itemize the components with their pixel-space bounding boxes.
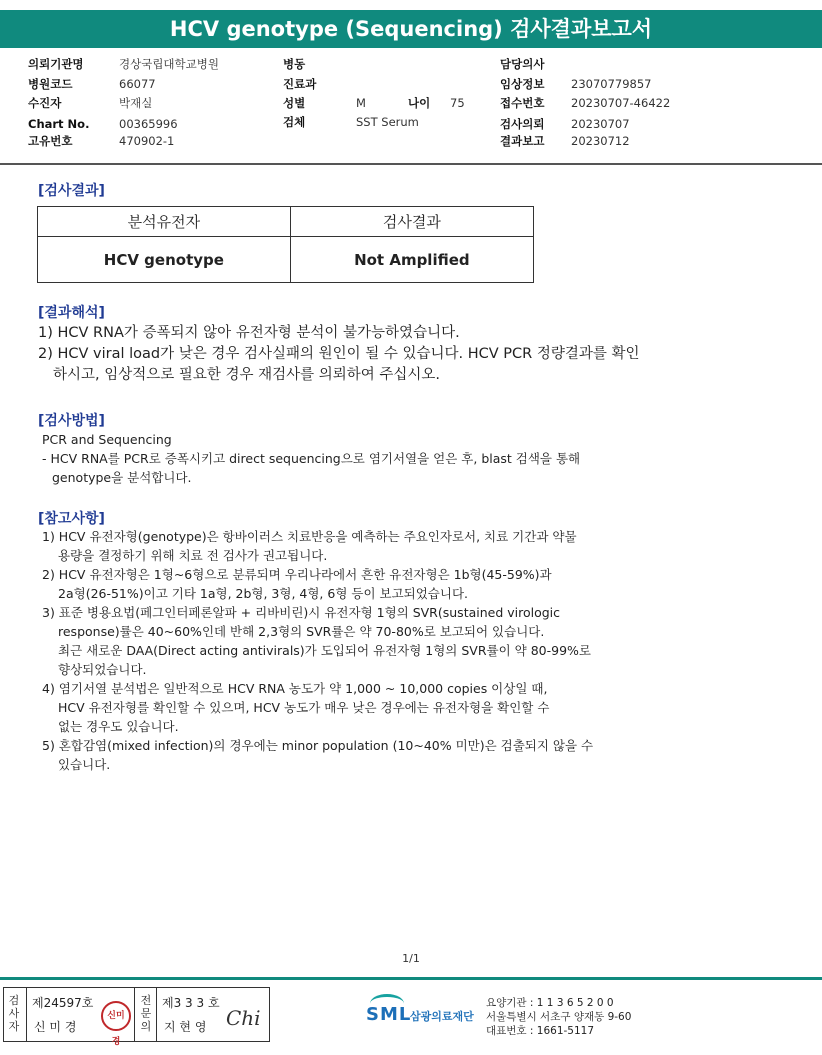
hospcode-value: 66077 [119, 77, 156, 91]
result-cell: Not Amplified [290, 237, 533, 283]
reference-text [42, 527, 593, 774]
footer-divider [0, 977, 822, 980]
reference-line: 5) 혼합감염(mixed infection)의 경우에는 minor population (10~40% 미만)은 검출되지 않을 수 [42, 738, 594, 753]
chart-value: 00365996 [119, 117, 178, 131]
patient-info-block [28, 55, 808, 151]
report-title: HCV genotype (Sequencing) 검사결과보고서 [0, 10, 822, 48]
sex-value: M [356, 96, 366, 110]
report-date-value: 20230712 [571, 134, 630, 148]
method-line: genotype을 분석합니다. [52, 470, 192, 485]
reference-line: 용량을 결정하기 위해 치료 전 검사가 권고됩니다. [58, 548, 328, 563]
receipt-value: 20230707-46422 [571, 96, 671, 110]
specimen-label: 검체 [283, 115, 306, 129]
uid-label: 고유번호 [28, 134, 73, 148]
reference-line: 최근 새로운 DAA(Direct acting antivirals)가 도입되어 유전자형 1형의 SVR률이 약 80-99%로 [58, 643, 591, 658]
tester-license-no: 제24597호 [32, 996, 94, 1010]
reference-line: 향상되었습니다. [58, 662, 147, 677]
sex-label: 성별 [283, 96, 306, 110]
reference-line: 4) 염기서열 분석법은 일반적으로 HCV RNA 농도가 약 1,000 ~ 10,000 copies 이상일 때, [42, 681, 548, 696]
result-section-title: [검사결과] [38, 183, 105, 199]
interpretation-line: 하시고, 임상적으로 필요한 경우 재검사를 의뢰하여 주십시오. [53, 367, 441, 383]
reference-line: 3) 표준 병용요법(페그인터페론알파 + 리바비린)시 유전자형 1형의 SVR(sustained virologic [42, 605, 561, 620]
hospcode-label: 병원코드 [28, 77, 73, 91]
tester-name: 신 미 경 [34, 1020, 77, 1034]
page-number: 1/1 [402, 952, 420, 965]
request-value: 20230707 [571, 117, 630, 131]
institution-number: 요양기관 : 1 1 3 6 5 2 0 0 [486, 997, 614, 1009]
gene-cell: HCV genotype [38, 237, 291, 283]
age-label: 나이 [408, 96, 431, 110]
method-title: [검사방법] [38, 413, 105, 429]
address: 서울특별시 서초구 양재동 9-60 [486, 1011, 632, 1023]
clinical-value: 23070779857 [571, 77, 652, 91]
tester-seal: 신미경 [101, 1001, 131, 1031]
reference-line: 1) HCV 유전자형(genotype)은 항바이러스 치료반응을 예측하는 주요인자로서, 치료 기간과 약물 [42, 529, 577, 544]
reference-line: 2a형(26-51%)이고 기타 1a형, 2b형, 3형, 4형, 6형 등이 보고되었습니다. [58, 586, 469, 601]
interpretation-line: 1) HCV RNA가 증폭되지 않아 유전자형 분석이 불가능하였습니다. [38, 325, 460, 341]
phone: 대표번호 : 1661-5117 [486, 1025, 595, 1037]
method-text [42, 430, 580, 487]
reference-title: [참고사항] [38, 511, 105, 527]
header-divider [0, 163, 822, 165]
interpretation-title: [결과해석] [38, 305, 105, 321]
reference-line: 없는 경우도 있습니다. [58, 719, 179, 734]
reference-line: 있습니다. [58, 757, 111, 772]
expert-license-no: 제3 3 3 호 [162, 996, 220, 1010]
age-value: 75 [450, 96, 465, 110]
clinical-label: 임상정보 [500, 77, 545, 91]
interpretation-line: 2) HCV viral load가 낮은 경우 검사실패의 원인이 될 수 있습니다. HCV PCR 정량결과를 확인 [38, 346, 640, 362]
footer-contact [486, 996, 631, 1038]
signature-box [3, 987, 270, 1047]
sml-logo [366, 994, 486, 1034]
request-label: 검사의뢰 [500, 117, 545, 131]
receipt-label: 접수번호 [500, 96, 545, 110]
dept-label: 진료과 [283, 77, 317, 91]
tester-vertical-label: 검 사 자 [8, 994, 20, 1033]
col-header-gene: 분석유전자 [38, 207, 291, 237]
name-label: 수진자 [28, 96, 62, 110]
method-line: - HCV RNA를 PCR로 증폭시키고 direct sequencing으로 염기서열을 얻은 후, blast 검색을 통해 [42, 451, 581, 466]
report-date-label: 결과보고 [500, 134, 545, 148]
col-header-result: 검사결과 [290, 207, 533, 237]
ward-label: 병동 [283, 57, 306, 71]
reference-line: 2) HCV 유전자형은 1형~6형으로 분류되며 우리나라에서 흔한 유전자형은 1b형(45-59%)과 [42, 567, 552, 582]
expert-signature: Chi [226, 1006, 261, 1030]
result-table [37, 206, 534, 283]
specimen-value: SST Serum [356, 115, 419, 129]
method-line: PCR and Sequencing [42, 432, 172, 447]
name-value: 박재실 [119, 96, 153, 110]
foundation-name: 삼광의료재단 [410, 1010, 474, 1023]
org-value: 경상국립대학교병원 [119, 57, 219, 71]
interpretation-text [38, 323, 640, 386]
uid-value: 470902-1 [119, 134, 175, 148]
reference-line: HCV 유전자형를 확인할 수 있으며, HCV 농도가 매우 낮은 경우에는 유전자형을 확인할 수 [58, 700, 550, 715]
expert-name: 지 현 영 [164, 1020, 207, 1034]
chart-label: Chart No. [28, 117, 90, 131]
org-label: 의뢰기관명 [28, 57, 84, 71]
logo-text: SML [366, 1004, 412, 1025]
doctor-label: 담당의사 [500, 57, 545, 71]
reference-line: response)률은 40~60%인데 반해 2,3형의 SVR률은 약 70-80%로 보고되어 있습니다. [58, 624, 545, 639]
expert-vertical-label: 전 문 의 [140, 994, 152, 1033]
